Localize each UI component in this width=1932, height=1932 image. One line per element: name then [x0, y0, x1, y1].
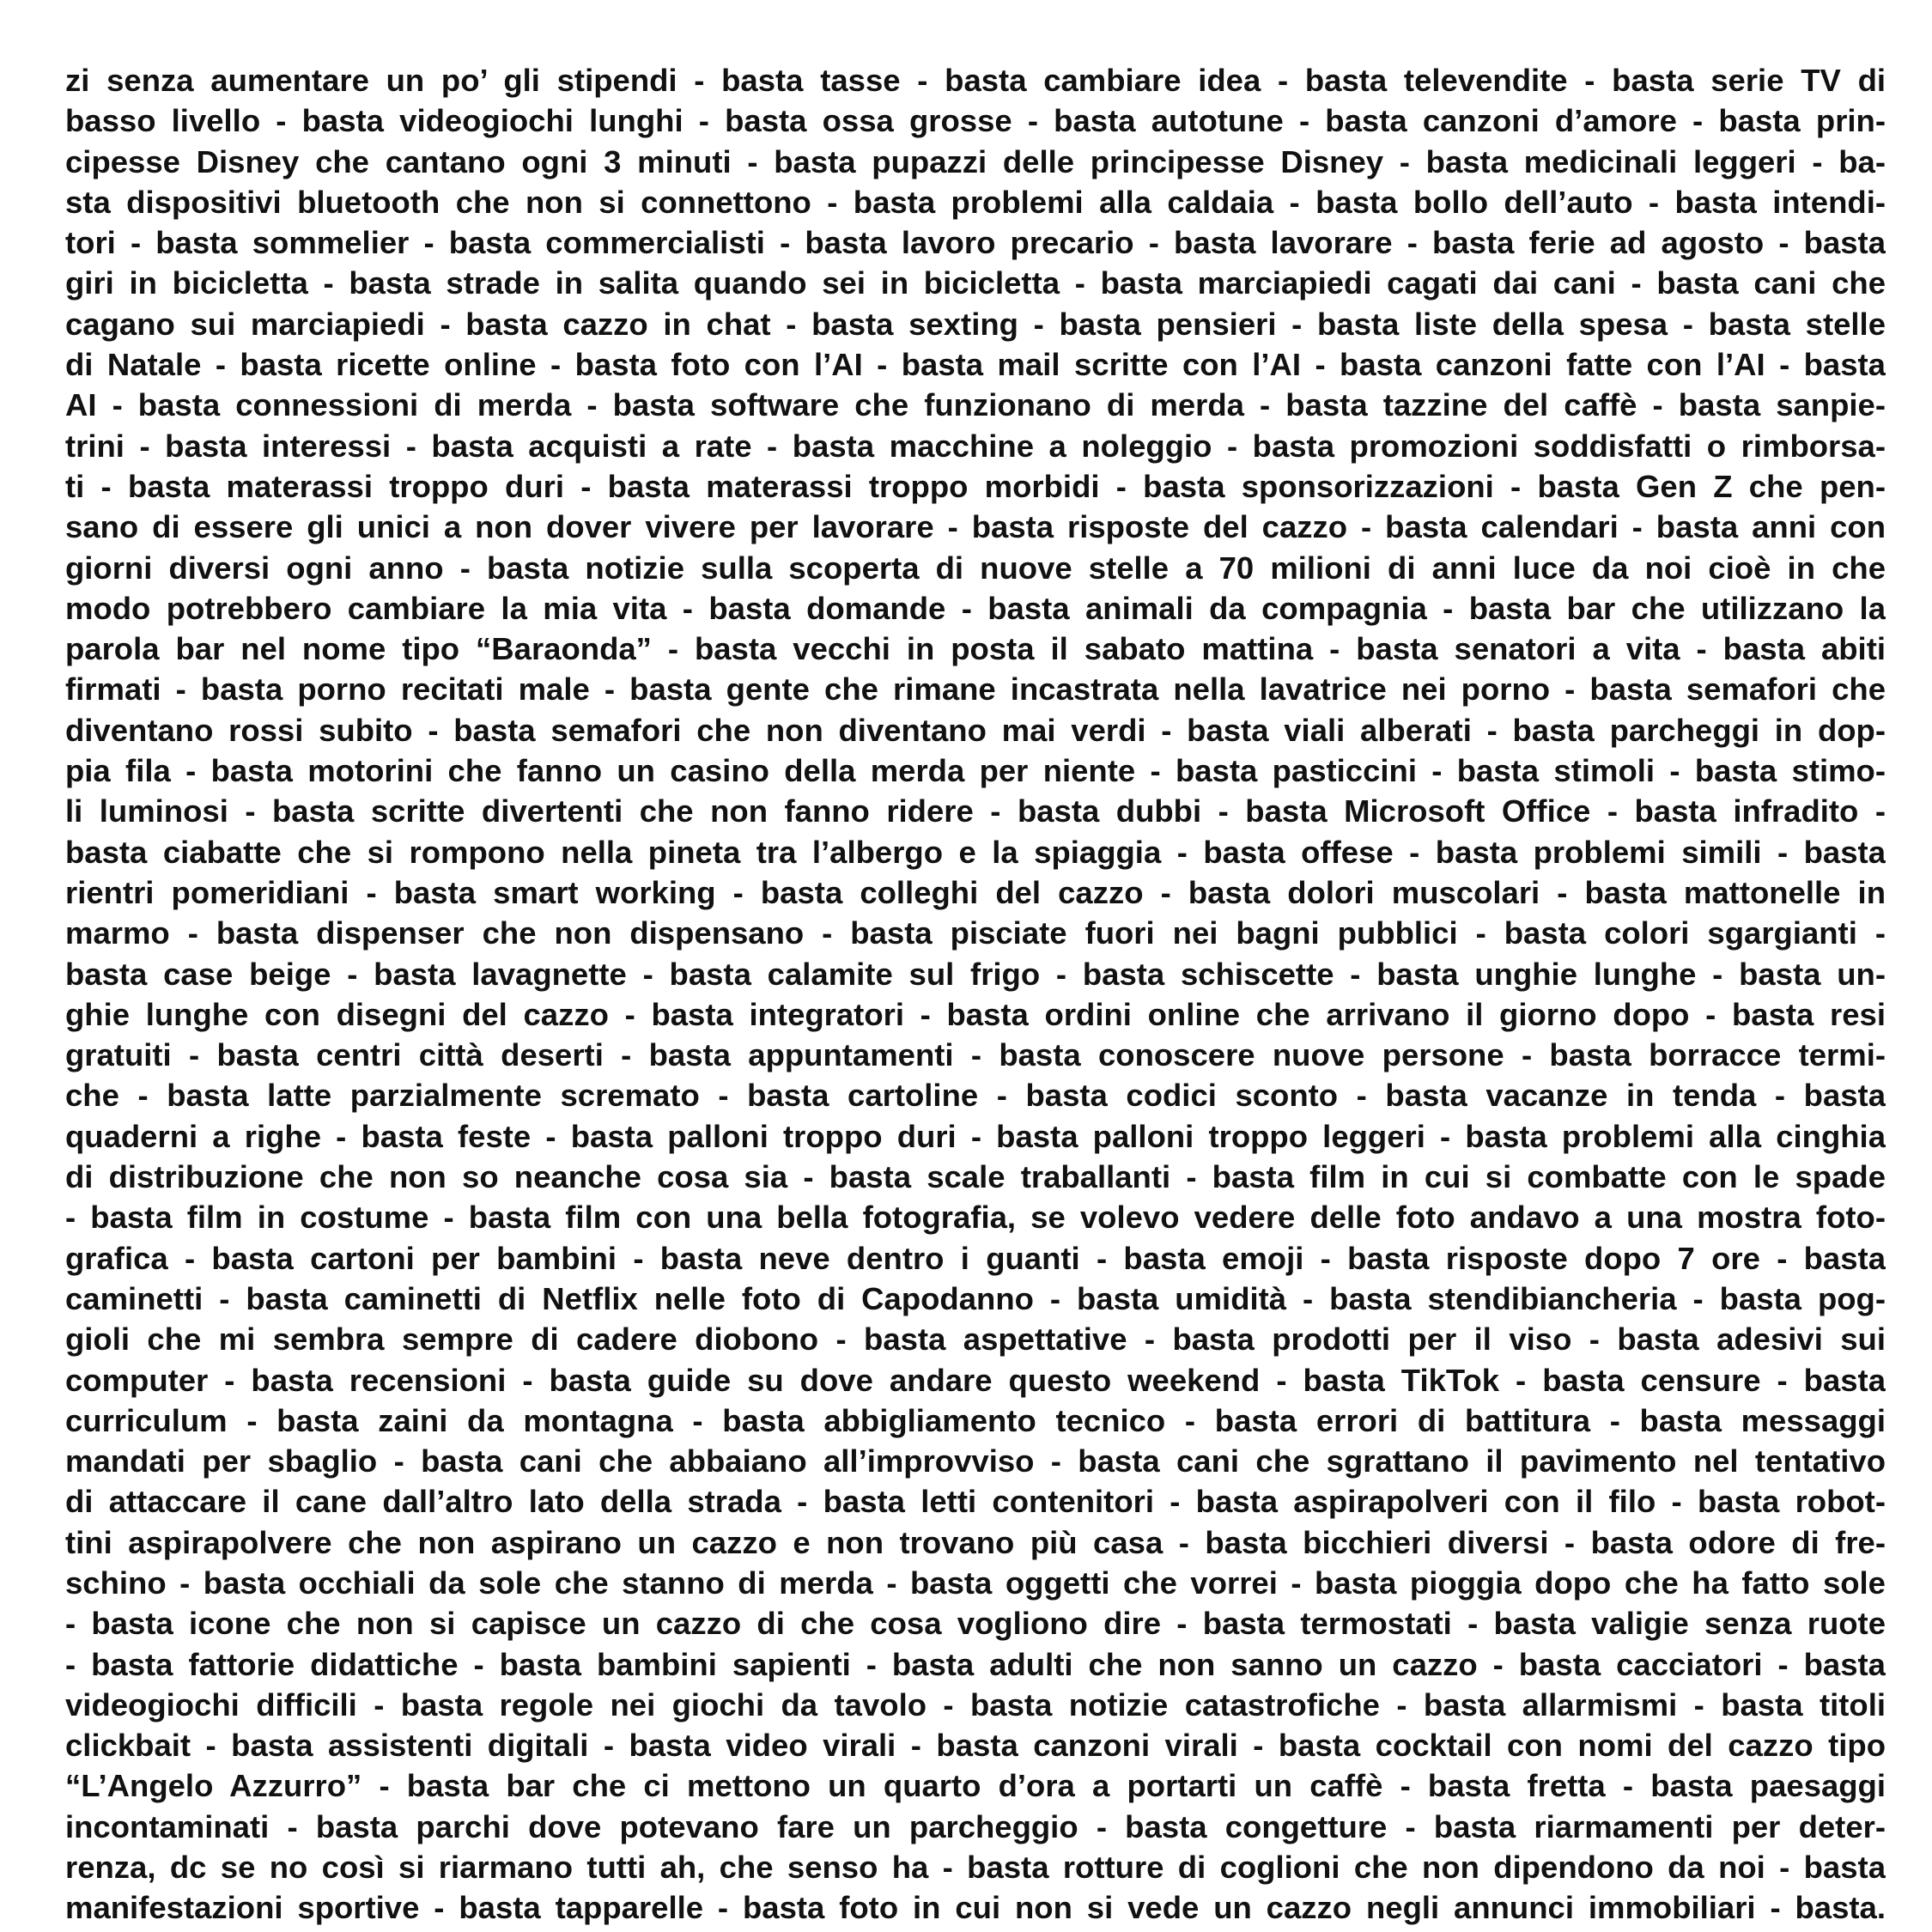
text-line: - basta icone che non si capisce un cazzo di che cosa vogliono dire - basta termostati - basta valigie senza ruote — [65, 1606, 1886, 1642]
text-line: marmo - basta dispenser che non dispensano - basta pisciate fuori nei bagni pubblici - basta colori sgargianti - — [65, 915, 1886, 951]
text-line: tini aspirapolvere che non aspirano un cazzo e non trovano più casa - basta bicchieri diversi - basta odore di fre- — [65, 1524, 1886, 1560]
text-line: gratuiti - basta centri città deserti - basta appuntamenti - basta conoscere nuove persone - basta borracce termi- — [65, 1037, 1886, 1073]
text-line: li luminosi - basta scritte divertenti che non fanno ridere - basta dubbi - basta Microsoft Office - basta infradito - — [65, 793, 1886, 829]
text-line: ghie lunghe con disegni del cazzo - basta integratori - basta ordini online che arrivano il giorno dopo - basta resi — [65, 996, 1886, 1032]
text-line: firmati - basta porno recitati male - basta gente che rimane incastrata nella lavatrice nei porno - basta semafori che — [65, 671, 1886, 708]
text-line: “L’Angelo Azzurro” - basta bar che ci mettono un quarto d’ora a portarti un caffè - basta fretta - basta paesaggi — [65, 1768, 1886, 1804]
text-line: sano di essere gli unici a non dover vivere per lavorare - basta risposte del cazzo - basta calendari - basta anni con — [65, 509, 1886, 545]
text-line: incontaminati - basta parchi dove potevano fare un parcheggio - basta congetture - basta riarmamenti per deter- — [65, 1808, 1886, 1844]
text-line: cagano sui marciapiedi - basta cazzo in chat - basta sexting - basta pensieri - basta liste della spesa - basta stelle — [65, 306, 1886, 342]
text-line: quaderni a righe - basta feste - basta palloni troppo duri - basta palloni troppo leggeri - basta problemi alla cinghia — [65, 1118, 1886, 1154]
text-line: cipesse Disney che cantano ogni 3 minuti - basta pupazzi delle principesse Disney - basta medicinali leggeri - ba- — [65, 143, 1886, 179]
text-line: mandati per sbaglio - basta cani che abbaiano all’improvviso - basta cani che sgrattano il pavimento nel tentativo — [65, 1443, 1886, 1479]
text-line: di distribuzione che non so neanche cosa sia - basta scale traballanti - basta film in cui si combatte con le spade — [65, 1159, 1886, 1195]
text-line: basta case beige - basta lavagnette - basta calamite sul frigo - basta schiscette - basta unghie lunghe - basta un- — [65, 956, 1886, 992]
text-line: caminetti - basta caminetti di Netflix nelle foto di Capodanno - basta umidità - basta stendibiancheria - basta pog- — [65, 1280, 1886, 1316]
basta-text-block — [65, 60, 1886, 1929]
text-line: ti - basta materassi troppo duri - basta materassi troppo morbidi - basta sponsorizzazioni - basta Gen Z che pen- — [65, 468, 1886, 504]
text-line: giri in bicicletta - basta strade in salita quando sei in bicicletta - basta marciapiedi cagati dai cani - basta cani che — [65, 265, 1886, 301]
text-line: manifestazioni sportive - basta tapparelle - basta foto in cui non si vede un cazzo negli annunci immobiliari - basta. — [65, 1890, 1886, 1926]
text-line: curriculum - basta zaini da montagna - basta abbigliamento tecnico - basta errori di battitura - basta messaggi — [65, 1402, 1886, 1438]
text-line: sta dispositivi bluetooth che non si connettono - basta problemi alla caldaia - basta bollo dell’auto - basta intendi- — [65, 184, 1886, 220]
text-line: diventano rossi subito - basta semafori che non diventano mai verdi - basta viali alberati - basta parcheggi in dop- — [65, 712, 1886, 748]
text-line: giorni diversi ogni anno - basta notizie sulla scoperta di nuove stelle a 70 milioni di anni luce da noi cioè in che — [65, 550, 1886, 586]
text-line: grafica - basta cartoni per bambini - basta neve dentro i guanti - basta emoji - basta risposte dopo 7 ore - basta — [65, 1240, 1886, 1276]
text-line: schino - basta occhiali da sole che stanno di merda - basta oggetti che vorrei - basta pioggia dopo che ha fatto sole — [65, 1564, 1886, 1601]
text-line: AI - basta connessioni di merda - basta software che funzionano di merda - basta tazzine del caffè - basta sanpie- — [65, 387, 1886, 423]
text-line: modo potrebbero cambiare la mia vita - basta domande - basta animali da compagnia - basta bar che utilizzano la — [65, 590, 1886, 626]
text-line: tori - basta sommelier - basta commercialisti - basta lavoro precario - basta lavorare - basta ferie ad agosto - basta — [65, 225, 1886, 261]
text-line: pia fila - basta motorini che fanno un casino della merda per niente - basta pasticcini - basta stimoli - basta stimo- — [65, 753, 1886, 789]
text-line: zi senza aumentare un po’ gli stipendi - basta tasse - basta cambiare idea - basta televendite - basta serie TV di — [65, 63, 1886, 98]
text-line: basso livello - basta videogiochi lunghi - basta ossa grosse - basta autotune - basta canzoni d’amore - basta prin- — [65, 103, 1886, 139]
text-line: - basta fattorie didattiche - basta bambini sapienti - basta adulti che non sanno un cazzo - basta cacciatori - basta — [65, 1646, 1886, 1682]
text-line: di attaccare il cane dall’altro lato della strada - basta letti contenitori - basta aspirapolveri con il filo - basta robot- — [65, 1484, 1886, 1520]
text-line: computer - basta recensioni - basta guide su dove andare questo weekend - basta TikTok - basta censure - basta — [65, 1362, 1886, 1398]
text-line: basta ciabatte che si rompono nella pineta tra l’albergo e la spiaggia - basta offese - basta problemi simili - basta — [65, 834, 1886, 870]
text-line: clickbait - basta assistenti digitali - basta video virali - basta canzoni virali - basta cocktail con nomi del cazzo tipo — [65, 1728, 1886, 1764]
text-line: renza, dc se no così si riarmano tutti ah, che senso ha - basta rotture di coglioni che non dipendono da noi - basta — [65, 1850, 1886, 1886]
text-line: che - basta latte parzialmente scremato - basta cartoline - basta codici sconto - basta vacanze in tenda - basta — [65, 1078, 1886, 1114]
text-line: videogiochi difficili - basta regole nei giochi da tavolo - basta notizie catastrofiche - basta allarmismi - basta titoli — [65, 1686, 1886, 1722]
text-line: - basta film in costume - basta film con una bella fotografia, se volevo vedere delle foto andavo a una mostra foto- — [65, 1200, 1886, 1236]
text-line: parola bar nel nome tipo “Baraonda” - basta vecchi in posta il sabato mattina - basta senatori a vita - basta abiti — [65, 631, 1886, 667]
text-line: rientri pomeridiani - basta smart working - basta colleghi del cazzo - basta dolori muscolari - basta mattonelle in — [65, 874, 1886, 910]
text-line: trini - basta interessi - basta acquisti a rate - basta macchine a noleggio - basta promozioni soddisfatti o rimborsa- — [65, 428, 1886, 464]
text-line: gioli che mi sembra sempre di cadere diobono - basta aspettative - basta prodotti per il viso - basta adesivi sui — [65, 1321, 1886, 1358]
text-line: di Natale - basta ricette online - basta foto con l’AI - basta mail scritte con l’AI - basta canzoni fatte con l’AI - basta — [65, 347, 1886, 383]
